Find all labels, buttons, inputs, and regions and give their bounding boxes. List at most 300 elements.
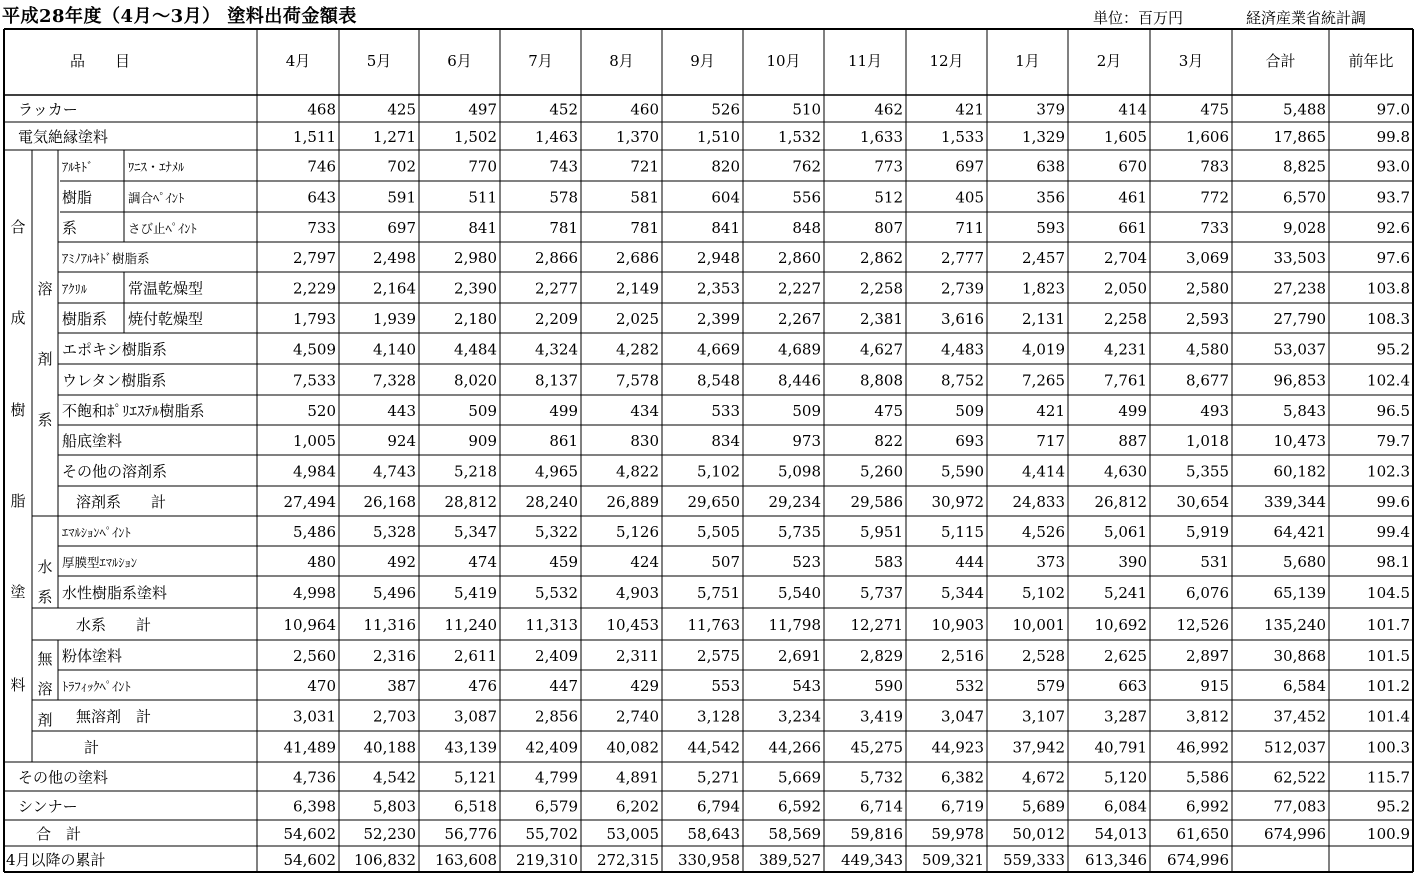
value-cell: 60,182: [1273, 462, 1326, 481]
value-cell: 613,346: [1084, 851, 1147, 869]
value-cell: 4,736: [293, 768, 336, 787]
value-cell: 6,382: [941, 768, 984, 787]
row-label: 水系 計: [76, 616, 152, 634]
value-cell: 5,328: [373, 523, 416, 541]
value-cell: 449,343: [840, 851, 903, 869]
value-cell: 444: [955, 553, 984, 571]
value-cell: 2,625: [1104, 647, 1147, 665]
value-cell: 5,419: [454, 584, 497, 602]
value-cell: 2,209: [535, 310, 578, 328]
value-cell: 50,012: [1012, 825, 1065, 843]
value-cell: 5,843: [1283, 402, 1326, 420]
value-cell: 339,344: [1263, 493, 1326, 511]
value-cell: 52,230: [363, 825, 416, 843]
value-cell: 443: [387, 402, 416, 420]
value-cell: 1,502: [454, 128, 497, 146]
value-cell: 11,798: [768, 616, 821, 634]
column-header: 5月: [366, 52, 392, 70]
column-header: 12月: [929, 52, 964, 70]
value-cell: 781: [630, 219, 659, 237]
value-cell: 4,799: [535, 768, 578, 787]
value-cell: 8,677: [1186, 371, 1229, 390]
column-header: 9月: [690, 52, 715, 70]
value-cell: 670: [1118, 157, 1147, 176]
value-cell: 104.5: [1367, 584, 1410, 602]
group-label-water: 系: [37, 588, 53, 606]
value-cell: 1,533: [941, 128, 984, 146]
value-cell: 2,311: [616, 647, 659, 665]
group-label-synthetic-resin: 成: [10, 309, 26, 327]
value-cell: 531: [1200, 553, 1229, 571]
value-cell: 497: [468, 100, 497, 119]
value-cell: 638: [1036, 157, 1065, 176]
value-cell: 661: [1118, 219, 1147, 237]
value-cell: 9,028: [1283, 219, 1326, 237]
value-cell: 28,812: [444, 493, 497, 511]
value-cell: 390: [1118, 553, 1147, 571]
value-cell: 1,606: [1186, 128, 1229, 146]
value-cell: 475: [1200, 100, 1229, 119]
value-cell: 11,313: [525, 616, 578, 634]
value-cell: 4,689: [778, 340, 821, 359]
value-cell: 44,542: [687, 738, 740, 757]
value-cell: 24,833: [1012, 493, 1065, 511]
value-cell: 4,140: [373, 340, 416, 359]
value-cell: 915: [1200, 677, 1229, 695]
value-cell: 27,494: [283, 493, 336, 511]
value-cell: 4,984: [293, 462, 336, 481]
value-cell: 373: [1036, 553, 1065, 571]
value-cell: 5,241: [1104, 584, 1147, 602]
value-cell: 53,037: [1273, 340, 1326, 359]
value-cell: 2,180: [454, 310, 497, 328]
value-cell: 1,532: [778, 128, 821, 146]
value-cell: 3,069: [1186, 249, 1229, 267]
value-cell: 5,102: [697, 462, 740, 481]
column-header: 3月: [1178, 52, 1204, 70]
value-cell: 54,602: [283, 825, 336, 843]
value-cell: 7,328: [373, 371, 416, 390]
value-cell: 2,704: [1104, 249, 1147, 267]
value-cell: 460: [630, 100, 659, 119]
value-cell: 54,602: [283, 851, 336, 869]
value-cell: 5,751: [697, 584, 740, 602]
value-cell: 421: [955, 100, 984, 119]
value-cell: 510: [792, 100, 821, 119]
value-cell: 3,128: [697, 707, 740, 726]
value-cell: 492: [387, 553, 416, 571]
value-cell: 674,996: [1166, 851, 1229, 869]
value-cell: 4,580: [1186, 340, 1229, 359]
value-cell: 820: [711, 157, 740, 176]
value-cell: 5,540: [778, 584, 821, 602]
value-cell: 591: [387, 188, 416, 207]
row-label: 4月以降の累計: [6, 851, 106, 869]
value-cell: 12,526: [1176, 616, 1229, 634]
row-label: ｱﾙｷﾄﾞ: [62, 159, 94, 175]
value-cell: 26,889: [606, 493, 659, 511]
value-cell: 1,511: [293, 128, 336, 146]
value-cell: 830: [630, 432, 659, 450]
value-cell: 99.4: [1376, 523, 1410, 541]
row-label: 粉体塗料: [62, 647, 123, 665]
value-cell: 101.2: [1367, 677, 1410, 695]
unit-note: 単位：百万円: [1093, 9, 1184, 27]
value-cell: 697: [387, 219, 416, 237]
value-cell: 4,414: [1022, 462, 1065, 481]
row-label: その他の溶剤系: [62, 462, 168, 481]
group-label-synthetic-resin: 脂: [10, 492, 26, 510]
value-cell: 459: [549, 553, 578, 571]
header-item: 品 目: [70, 52, 131, 70]
value-cell: 2,593: [1186, 310, 1229, 328]
value-cell: 693: [955, 432, 984, 450]
value-cell: 5,732: [860, 768, 903, 787]
value-cell: 783: [1200, 157, 1229, 176]
value-cell: 452: [549, 100, 578, 119]
value-cell: 64,421: [1273, 523, 1326, 541]
value-cell: 61,650: [1176, 825, 1229, 843]
value-cell: 1,793: [293, 310, 336, 328]
value-cell: 389,527: [758, 851, 821, 869]
value-cell: 1,271: [373, 128, 416, 146]
row-label: 船底塗料: [62, 432, 123, 450]
value-cell: 4,627: [860, 340, 903, 359]
value-cell: 5,951: [860, 523, 903, 541]
value-cell: 523: [792, 553, 821, 571]
row-label: 系: [62, 219, 78, 237]
value-cell: 499: [549, 402, 578, 420]
value-cell: 6,518: [454, 797, 497, 816]
value-cell: 6,592: [778, 797, 821, 816]
value-cell: 3,419: [860, 707, 903, 726]
value-cell: 773: [874, 157, 903, 176]
value-cell: 4,822: [616, 462, 659, 481]
value-cell: 3,234: [778, 707, 821, 726]
value-cell: 462: [874, 100, 903, 119]
column-header: 前年比: [1348, 52, 1394, 70]
row-sublabel: 常温乾燥型: [128, 279, 204, 298]
value-cell: 2,131: [1022, 310, 1065, 328]
value-cell: 841: [711, 219, 740, 237]
value-cell: 5,061: [1104, 523, 1147, 541]
value-cell: 4,672: [1022, 768, 1065, 787]
row-label: ﾄﾗﾌｨｯｸﾍﾟｲﾝﾄ: [62, 679, 131, 694]
value-cell: 733: [1200, 219, 1229, 237]
value-cell: 29,234: [768, 493, 821, 511]
value-cell: 27,790: [1273, 310, 1326, 328]
value-cell: 3,047: [941, 707, 984, 726]
value-cell: 583: [874, 553, 903, 571]
value-cell: 2,498: [373, 249, 416, 267]
row-label: 樹脂: [62, 188, 93, 207]
group-label-synthetic-resin: 樹: [10, 401, 26, 419]
value-cell: 717: [1036, 432, 1065, 450]
value-cell: 532: [955, 677, 984, 695]
value-cell: 848: [792, 219, 821, 237]
value-cell: 447: [549, 677, 578, 695]
value-cell: 4,542: [373, 768, 416, 787]
value-cell: 476: [468, 677, 497, 695]
value-cell: 475: [874, 402, 903, 420]
value-cell: 7,265: [1022, 371, 1065, 390]
value-cell: 5,735: [778, 523, 821, 541]
value-cell: 511: [468, 188, 497, 207]
column-header: 1月: [1015, 52, 1040, 70]
value-cell: 55,702: [525, 825, 578, 843]
value-cell: 5,669: [778, 768, 821, 787]
column-header: 8月: [609, 52, 634, 70]
value-cell: 101.4: [1367, 707, 1410, 726]
value-cell: 37,452: [1273, 707, 1326, 726]
value-cell: 1,633: [860, 128, 903, 146]
row-sublabel: さび止ﾍﾟｲﾝﾄ: [128, 221, 197, 236]
value-cell: 2,860: [778, 249, 821, 267]
value-cell: 5,322: [535, 523, 578, 541]
value-cell: 2,866: [535, 249, 578, 267]
value-cell: 5,218: [454, 462, 497, 481]
value-cell: 115.7: [1367, 768, 1410, 787]
value-cell: 92.6: [1376, 219, 1410, 237]
value-cell: 45,275: [850, 738, 903, 757]
value-cell: 674,996: [1263, 825, 1326, 843]
group-label-solvent: 系: [37, 411, 53, 429]
value-cell: 2,856: [535, 707, 578, 726]
group-label-solventless: 剤: [37, 711, 53, 729]
value-cell: 26,168: [363, 493, 416, 511]
row-label: ウレタン樹脂系: [62, 371, 167, 390]
value-cell: 2,829: [860, 647, 903, 665]
value-cell: 702: [387, 157, 416, 176]
value-cell: 8,020: [454, 371, 497, 390]
value-cell: 2,267: [778, 310, 821, 328]
value-cell: 12,271: [850, 616, 903, 634]
value-cell: 65,139: [1273, 584, 1326, 602]
value-cell: 5,102: [1022, 584, 1065, 602]
value-cell: 59,978: [931, 825, 984, 843]
value-cell: 219,310: [515, 851, 578, 869]
value-cell: 58,643: [687, 825, 740, 843]
value-cell: 6,992: [1186, 797, 1229, 816]
value-cell: 434: [630, 402, 659, 420]
value-cell: 543: [792, 677, 821, 695]
value-cell: 2,316: [373, 647, 416, 665]
value-cell: 41,489: [283, 738, 336, 757]
value-cell: 509: [468, 402, 497, 420]
value-cell: 11,240: [444, 616, 497, 634]
value-cell: 746: [307, 157, 336, 176]
value-cell: 4,484: [454, 340, 497, 359]
value-cell: 10,964: [283, 616, 336, 634]
value-cell: 5,505: [697, 523, 740, 541]
value-cell: 5,590: [941, 462, 984, 481]
value-cell: 5,120: [1104, 768, 1147, 787]
value-cell: 4,891: [616, 768, 659, 787]
value-cell: 3,087: [454, 707, 497, 726]
value-cell: 44,923: [931, 738, 984, 757]
value-cell: 770: [468, 157, 497, 176]
value-cell: 26,812: [1094, 493, 1147, 511]
value-cell: 101.7: [1367, 616, 1410, 634]
value-cell: 861: [549, 432, 578, 450]
value-cell: 2,703: [373, 707, 416, 726]
value-cell: 7,533: [293, 371, 336, 390]
value-cell: 509,321: [921, 851, 984, 869]
group-label-synthetic-resin: 料: [10, 676, 26, 694]
value-cell: 58,569: [768, 825, 821, 843]
value-cell: 11,763: [687, 616, 740, 634]
value-cell: 5,344: [941, 584, 984, 602]
group-label-synthetic-resin: 合: [10, 218, 26, 236]
value-cell: 98.1: [1376, 553, 1410, 571]
value-cell: 2,050: [1104, 279, 1147, 298]
value-cell: 2,777: [941, 249, 984, 267]
value-cell: 480: [307, 553, 336, 571]
value-cell: 461: [1118, 188, 1147, 207]
value-cell: 40,188: [363, 738, 416, 757]
value-cell: 5,689: [1022, 797, 1065, 816]
value-cell: 733: [307, 219, 336, 237]
value-cell: 663: [1118, 677, 1147, 695]
value-cell: 2,353: [697, 279, 740, 298]
value-cell: 3,812: [1186, 707, 1229, 726]
value-cell: 6,570: [1283, 188, 1326, 207]
value-cell: 40,082: [606, 738, 659, 757]
value-cell: 28,240: [525, 493, 578, 511]
value-cell: 474: [468, 553, 497, 571]
value-cell: 43,139: [444, 738, 497, 757]
value-cell: 106,832: [353, 851, 416, 869]
value-cell: 27,238: [1273, 279, 1326, 298]
value-cell: 2,691: [778, 647, 821, 665]
value-cell: 429: [630, 677, 659, 695]
value-cell: 42,409: [525, 738, 578, 757]
value-cell: 509: [955, 402, 984, 420]
row-label: ｴﾏﾙｼｮﾝﾍﾟｲﾝﾄ: [62, 525, 131, 540]
value-cell: 579: [1036, 677, 1065, 695]
value-cell: 2,258: [860, 279, 903, 298]
row-label: 不飽和ﾎﾟﾘｴｽﾃﾙ樹脂系: [62, 402, 205, 420]
value-cell: 96.5: [1376, 402, 1410, 420]
column-header: 7月: [528, 52, 553, 70]
page-title: 平成28年度（4月～3月） 塗料出荷金額表: [2, 6, 357, 27]
row-label: ラッカー: [18, 100, 78, 119]
value-cell: 108.3: [1367, 310, 1410, 328]
value-cell: 924: [387, 432, 416, 450]
value-cell: 99.8: [1376, 128, 1410, 146]
value-cell: 8,808: [860, 371, 903, 390]
value-cell: 5,271: [697, 768, 740, 787]
value-cell: 5,496: [373, 584, 416, 602]
value-cell: 2,560: [293, 647, 336, 665]
value-cell: 10,692: [1094, 616, 1147, 634]
value-cell: 4,231: [1104, 340, 1147, 359]
value-cell: 6,579: [535, 797, 578, 816]
row-label: 電気絶縁塗料: [18, 128, 109, 146]
row-label: シンナー: [18, 797, 78, 816]
value-cell: 762: [792, 157, 821, 176]
value-cell: 1,370: [616, 128, 659, 146]
value-cell: 95.2: [1376, 340, 1410, 359]
value-cell: 2,516: [941, 647, 984, 665]
value-cell: 30,868: [1273, 647, 1326, 665]
value-cell: 2,229: [293, 279, 336, 298]
value-cell: 387: [387, 677, 416, 695]
group-label-solventless: 溶: [37, 680, 53, 698]
value-cell: 2,399: [697, 310, 740, 328]
value-cell: 4,282: [616, 340, 659, 359]
value-cell: 17,865: [1273, 128, 1326, 146]
row-label: 合 計: [36, 825, 82, 843]
row-label: 水性樹脂系塗料: [62, 584, 168, 602]
value-cell: 3,616: [941, 310, 984, 328]
value-cell: 102.3: [1367, 462, 1410, 481]
value-cell: 2,528: [1022, 647, 1065, 665]
column-header: 6月: [447, 52, 472, 70]
value-cell: 512,037: [1263, 738, 1326, 757]
row-label: エポキシ樹脂系: [62, 340, 167, 359]
value-cell: 7,761: [1104, 371, 1147, 390]
value-cell: 841: [468, 219, 497, 237]
value-cell: 470: [307, 677, 336, 695]
group-label-solvent: 溶: [37, 280, 53, 298]
value-cell: 53,005: [606, 825, 659, 843]
value-cell: 4,998: [293, 584, 336, 602]
value-cell: 4,324: [535, 340, 578, 359]
value-cell: 4,903: [616, 584, 659, 602]
group-label-synthetic-resin: 塗: [10, 583, 26, 601]
value-cell: 559,333: [1002, 851, 1065, 869]
value-cell: 2,948: [697, 249, 740, 267]
value-cell: 1,605: [1104, 128, 1147, 146]
value-cell: 425: [387, 100, 416, 119]
value-cell: 77,083: [1273, 797, 1326, 816]
column-header: 合計: [1265, 52, 1296, 70]
value-cell: 5,347: [454, 523, 497, 541]
source-note: 経済産業省統計調: [1246, 9, 1367, 27]
value-cell: 163,608: [434, 851, 497, 869]
value-cell: 7,578: [616, 371, 659, 390]
value-cell: 5,260: [860, 462, 903, 481]
value-cell: 697: [955, 157, 984, 176]
value-cell: 44,266: [768, 738, 821, 757]
value-cell: 822: [874, 432, 903, 450]
value-cell: 2,739: [941, 279, 984, 298]
value-cell: 102.4: [1367, 371, 1410, 390]
value-cell: 807: [874, 219, 903, 237]
value-cell: 4,526: [1022, 523, 1065, 541]
value-cell: 520: [307, 402, 336, 420]
value-cell: 6,202: [616, 797, 659, 816]
value-cell: 40,791: [1094, 738, 1147, 757]
value-cell: 1,005: [293, 432, 336, 450]
value-cell: 5,919: [1186, 523, 1229, 541]
value-cell: 6,084: [1104, 797, 1147, 816]
value-cell: 356: [1036, 188, 1065, 207]
value-cell: 4,483: [941, 340, 984, 359]
value-cell: 887: [1118, 432, 1147, 450]
group-label-solventless: 無: [37, 650, 53, 668]
value-cell: 5,486: [293, 523, 336, 541]
value-cell: 46,992: [1176, 738, 1229, 757]
value-cell: 2,862: [860, 249, 903, 267]
column-header: 10月: [766, 52, 801, 70]
column-header: 11月: [847, 52, 883, 70]
row-sublabel: ﾜﾆｽ・ｴﾅﾒﾙ: [128, 159, 185, 175]
value-cell: 29,650: [687, 493, 740, 511]
value-cell: 5,532: [535, 584, 578, 602]
value-cell: 6,076: [1186, 584, 1229, 602]
